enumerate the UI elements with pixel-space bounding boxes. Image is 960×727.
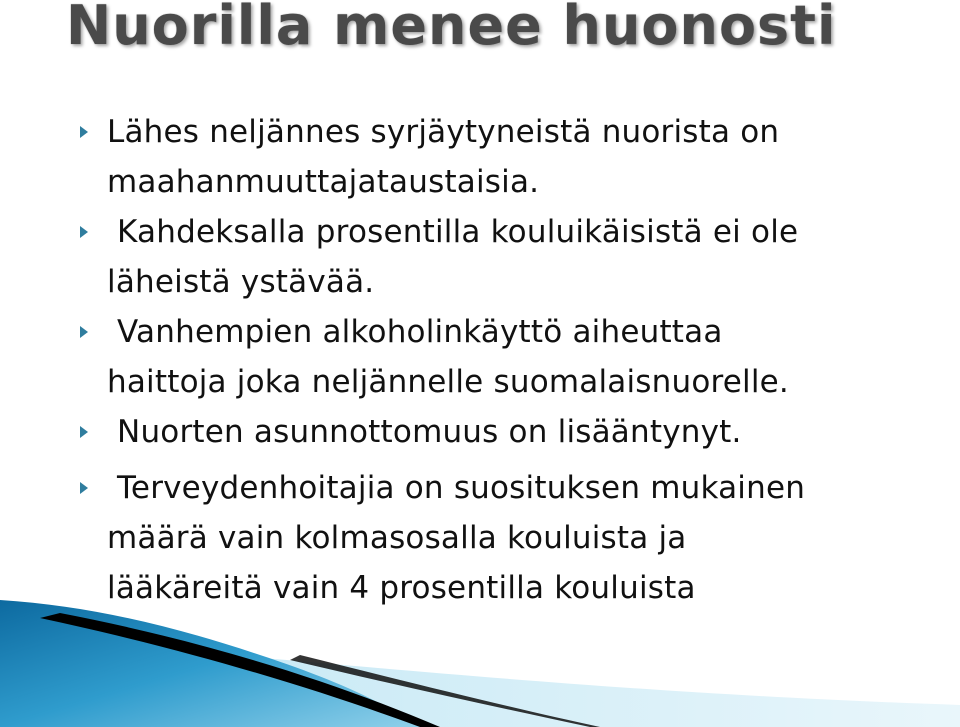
bullet-text: Lähes neljännes syrjäytyneistä nuorista on maahanmuuttajataustaisia. <box>107 114 780 200</box>
right-triangle-icon <box>79 125 89 139</box>
right-triangle-icon <box>79 225 89 239</box>
bullet-text: Nuorten asunnottomuus on lisääntynyt. <box>107 414 742 450</box>
right-triangle-icon <box>79 481 89 495</box>
bullet-text: Terveydenhoitajia on suosituksen mukainen määrä vain kolmasosalla kouluista ja lääkäreitä vain 4 prosentilla kouluista <box>107 470 806 606</box>
right-triangle-icon <box>79 425 89 439</box>
slide-title: Nuorilla menee huonosti <box>66 0 837 57</box>
bullet-text: Vanhempien alkoholinkäyttö aiheuttaa haittoja joka neljännelle suomalaisnuorelle. <box>107 314 789 400</box>
right-triangle-icon <box>79 325 89 339</box>
bullet-text: Kahdeksalla prosentilla kouluikäisistä ei ole läheistä ystävää. <box>107 214 799 300</box>
